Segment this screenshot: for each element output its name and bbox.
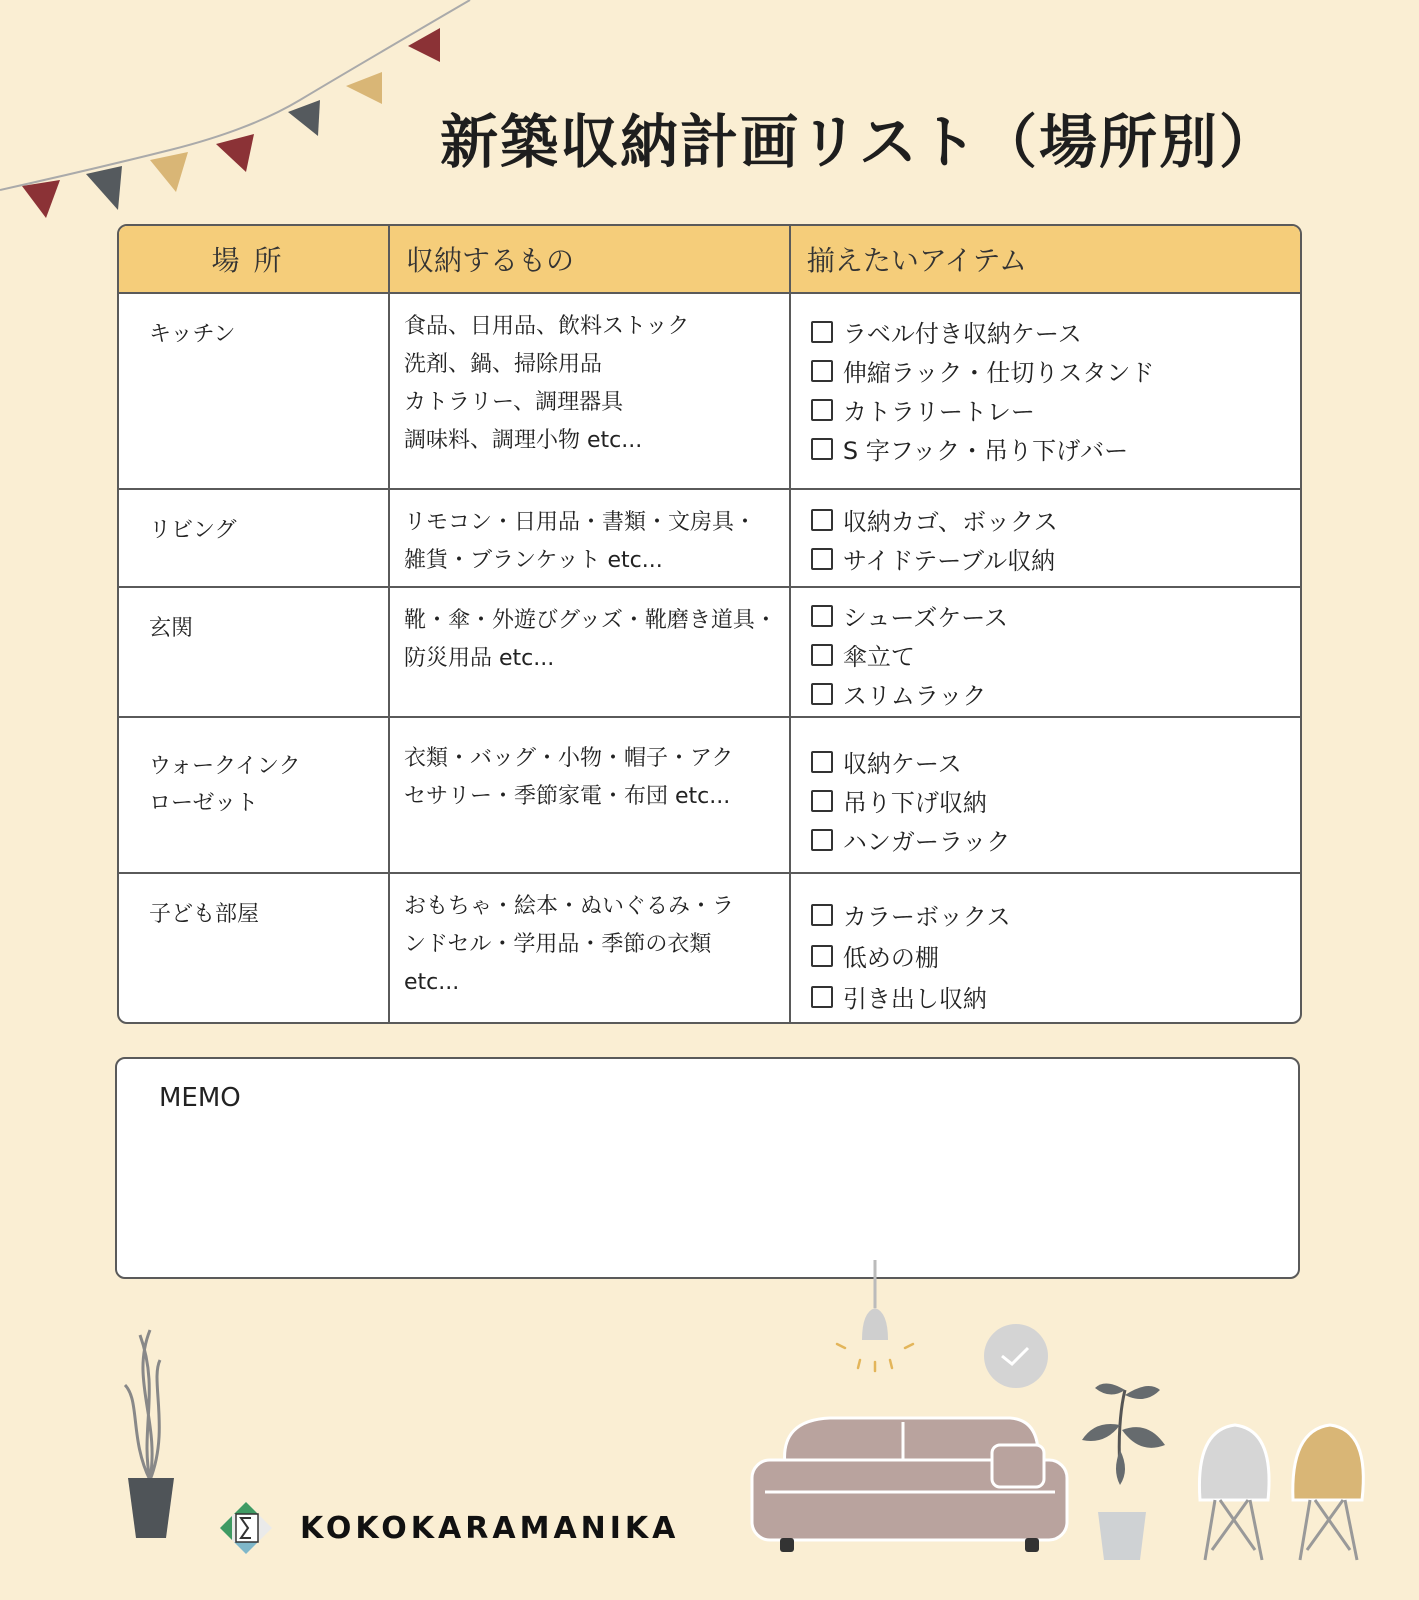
checkbox[interactable] xyxy=(811,399,833,421)
checklist-item[interactable] xyxy=(811,312,1300,351)
items-cell xyxy=(388,588,789,718)
checkbox[interactable] xyxy=(811,438,833,460)
place-label: キッチン xyxy=(149,322,236,347)
goods-cell xyxy=(789,588,1300,718)
checklist-item[interactable] xyxy=(811,935,1300,976)
bunting-flag xyxy=(288,100,320,136)
checklist-label: カトラリートレー xyxy=(842,398,1035,426)
checkbox[interactable] xyxy=(811,829,833,851)
checkbox[interactable] xyxy=(811,945,833,967)
checklist-label: 収納カゴ、ボックス xyxy=(842,508,1058,536)
item-line: 調味料、調理小物 etc... xyxy=(404,428,643,453)
items-cell xyxy=(388,490,789,588)
table-row xyxy=(119,874,1300,1022)
checkbox[interactable] xyxy=(811,986,833,1008)
items-cell xyxy=(388,718,789,874)
checklist-label: S 字フック・吊り下げバー xyxy=(842,437,1129,465)
checkbox[interactable] xyxy=(811,683,833,705)
place-label: リビング xyxy=(149,518,237,543)
checklist-item[interactable] xyxy=(811,596,1300,635)
table-header-row xyxy=(119,226,1300,294)
bunting-flag xyxy=(346,72,382,104)
place-label: ローゼット xyxy=(149,791,259,816)
items-cell xyxy=(388,294,789,490)
item-line: 靴・傘・外遊びグッズ・靴磨き道具・ xyxy=(404,608,777,633)
place-cell xyxy=(119,874,388,1022)
checklist-item[interactable] xyxy=(811,674,1300,713)
column-header-items: 収納するもの xyxy=(388,226,789,294)
goods-cell xyxy=(789,718,1300,874)
branch-plant-icon xyxy=(125,1330,174,1538)
item-line: 衣類・バッグ・小物・帽子・アク xyxy=(404,746,734,771)
checklist-label: サイドテーブル収納 xyxy=(842,547,1056,575)
checklist-label: 低めの棚 xyxy=(842,944,939,972)
chair-icon xyxy=(1293,1425,1364,1560)
checkbox[interactable] xyxy=(811,509,833,531)
bunting-decoration xyxy=(0,0,480,230)
table-row xyxy=(119,294,1300,490)
checklist-label: カラーボックス xyxy=(842,903,1011,931)
pendant-lamp-icon xyxy=(837,1260,913,1371)
column-header-place: 場所 xyxy=(119,226,388,294)
checklist-label: 収納ケース xyxy=(842,750,962,778)
item-line: 雑貨・ブランケット etc... xyxy=(404,548,663,573)
checkbox[interactable] xyxy=(811,605,833,627)
checklist-item[interactable] xyxy=(811,539,1300,578)
item-line: 洗剤、鍋、掃除用品 xyxy=(404,352,603,377)
storage-plan-table xyxy=(117,224,1302,1024)
item-line: 食品、日用品、飲料ストック xyxy=(404,314,690,339)
item-line: 防災用品 etc... xyxy=(404,646,555,671)
checklist-label: ラベル付き収納ケース xyxy=(842,320,1082,348)
checklist-label: スリムラック xyxy=(842,682,987,710)
table-row xyxy=(119,718,1300,874)
checkbox[interactable] xyxy=(811,321,833,343)
item-line: etc... xyxy=(404,970,460,995)
goods-cell xyxy=(789,294,1300,490)
table-row xyxy=(119,588,1300,718)
checklist-item[interactable] xyxy=(811,429,1300,468)
checklist-item[interactable] xyxy=(811,781,1300,820)
place-label: 子ども部屋 xyxy=(149,902,260,927)
checkbox[interactable] xyxy=(811,904,833,926)
items-cell xyxy=(388,874,789,1022)
checklist-item[interactable] xyxy=(811,390,1300,429)
place-cell xyxy=(119,588,388,718)
bunting-flag xyxy=(86,166,122,210)
place-cell xyxy=(119,490,388,588)
checkbox[interactable] xyxy=(811,548,833,570)
checklist-item[interactable] xyxy=(811,976,1300,1017)
checklist-label: シューズケース xyxy=(842,604,1009,632)
checklist-item[interactable] xyxy=(811,742,1300,781)
bunting-flag xyxy=(150,152,188,192)
place-cell xyxy=(119,718,388,874)
chair-icon xyxy=(1199,1425,1269,1560)
sofa-icon xyxy=(752,1418,1067,1552)
checklist-label: 伸縮ラック・仕切りスタンド xyxy=(842,359,1155,387)
item-line: ンドセル・学用品・季節の衣類 xyxy=(404,932,712,957)
checkbox[interactable] xyxy=(811,360,833,382)
wall-clock-icon xyxy=(984,1324,1048,1388)
memo-box[interactable] xyxy=(115,1057,1300,1279)
place-label: 玄関 xyxy=(149,616,194,641)
item-line: セサリー・季節家電・布団 etc... xyxy=(404,784,731,809)
bunting-flag xyxy=(216,134,254,172)
room-illustration xyxy=(0,1260,1419,1600)
item-line: カトラリー、調理器具 xyxy=(404,390,624,415)
goods-cell xyxy=(789,490,1300,588)
goods-cell xyxy=(789,874,1300,1022)
checklist-label: 引き出し収納 xyxy=(842,985,987,1013)
memo-label: MEMO xyxy=(159,1083,241,1113)
checklist-item[interactable] xyxy=(811,820,1300,859)
place-cell xyxy=(119,294,388,490)
checkbox[interactable] xyxy=(811,751,833,773)
place-label: ウォークインク xyxy=(149,754,301,779)
checklist-item[interactable] xyxy=(811,351,1300,390)
checkbox[interactable] xyxy=(811,644,833,666)
checkbox[interactable] xyxy=(811,790,833,812)
item-line: リモコン・日用品・書類・文房具・ xyxy=(404,510,757,535)
checklist-label: 傘立て xyxy=(842,643,915,671)
brand-logo xyxy=(218,1500,679,1556)
column-header-goods: 揃えたいアイテム xyxy=(789,226,1300,294)
logo-mark-icon xyxy=(218,1500,274,1556)
checklist-item[interactable] xyxy=(811,894,1300,935)
brand-name: KOKOKARAMANIKA xyxy=(300,1510,680,1546)
item-line: おもちゃ・絵本・ぬいぐるみ・ラ xyxy=(404,894,735,919)
potted-plant-icon xyxy=(1082,1383,1165,1560)
bunting-flag xyxy=(22,180,60,218)
checklist-label: ハンガーラック xyxy=(842,828,1011,856)
checklist-item[interactable] xyxy=(811,635,1300,674)
page-title: 新築収納計画リスト（場所別） xyxy=(440,108,1279,176)
checklist-item[interactable] xyxy=(811,500,1300,539)
checklist-label: 吊り下げ収納 xyxy=(842,789,987,817)
table-row xyxy=(119,490,1300,588)
